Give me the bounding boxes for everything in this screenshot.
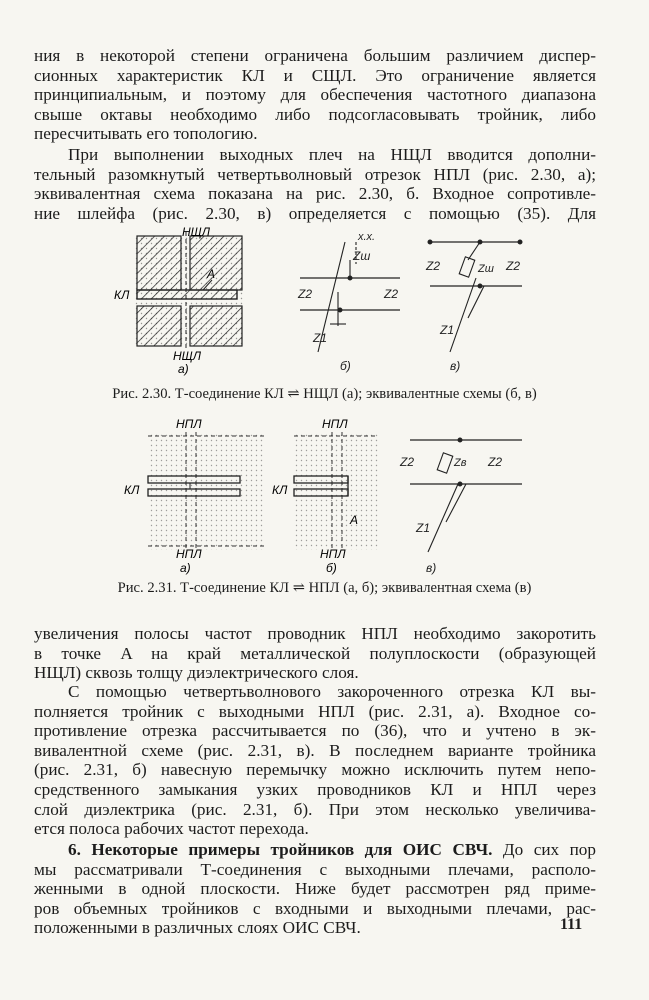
label-z2-left: Z2 — [298, 287, 313, 301]
text-line: ния в некоторой степени ограничена большим различием диспер- — [34, 46, 596, 65]
text-line: ров объемных тройников с входными и выходными плечами, рас- — [34, 898, 596, 918]
sublabel-v: в) — [426, 561, 437, 575]
sublabel-a: а) — [178, 362, 189, 376]
figure-2-30b-circuit — [297, 231, 400, 373]
text-line: ние шлейфа (рис. 2.30, в) определяется с помощью (35). Для — [34, 203, 596, 223]
figure-2-30-caption: Рис. 2.30. Т-соединение КЛ ⇌ НЩЛ (а); эквивалентные схемы (б, в) — [112, 386, 537, 402]
label-npl-bottom: НПЛ — [320, 547, 346, 561]
paragraph-section-6 — [34, 840, 596, 938]
label-z2-left: Z2 — [400, 455, 415, 469]
label-npl-top: НПЛ — [176, 417, 202, 431]
section-heading: 6. Некоторые примеры тройников для ОИС СВЧ. — [68, 840, 493, 859]
figure-2-30 — [0, 222, 649, 382]
paragraph-continuation — [34, 46, 596, 144]
text-line: (рис. 2.31, б) навесную перемычку можно исключить путем непо- — [34, 760, 596, 780]
text-line — [34, 840, 596, 860]
page-number: 111 — [560, 916, 583, 933]
text-line: в точке A на край металлической полуплоскости (образующей — [34, 643, 596, 663]
sublabel-a: а) — [180, 561, 191, 575]
heading-rest: До сих пор — [502, 840, 596, 859]
paragraph-output-arms — [34, 145, 596, 223]
text-line: вивалентной схеме (рис. 2.31, в). В последнем варианте тройника — [34, 740, 596, 760]
figure-2-31b-layout — [272, 417, 378, 575]
text-line: противление отрезка рассчитывается по (36), что и учтено в эк- — [34, 721, 596, 741]
text-line: принципиальным, и поэтому для обеспечения частотного диапазона — [34, 85, 596, 105]
label-nshl-bottom: НЩЛ — [173, 349, 201, 363]
figure-2-31 — [0, 414, 649, 578]
label-xx: х.х. — [358, 231, 376, 243]
label-kl: КЛ — [272, 483, 288, 497]
label-z1: Z1 — [313, 331, 328, 345]
label-npl-bottom: НПЛ — [176, 547, 202, 561]
figure-2-31a-layout — [124, 417, 264, 575]
label-z2-right: Z2 — [488, 455, 503, 469]
text-line: ется полоса рабочих частот перехода. — [34, 819, 309, 839]
label-kl: КЛ — [124, 483, 140, 497]
text-line: мы рассматривали Т-соединения с выходными плечами, располо- — [34, 859, 596, 879]
text-line: женными в одной плоскости. Ниже будет рассмотрен ряд приме- — [34, 879, 596, 899]
text-line: С помощью четвертьволнового закороченного отрезка КЛ вы- — [68, 682, 596, 701]
label-z2-left: Z2 — [426, 259, 441, 273]
text-line: средственного замыкания узких проводников КЛ и НПЛ через — [34, 779, 596, 799]
figure-2-31-caption: Рис. 2.31. Т-соединение КЛ ⇌ НПЛ (а, б); эквивалентная схема (в) — [117, 580, 532, 596]
label-z2-right: Z2 — [506, 259, 521, 273]
text-line: эквивалентная схема показана на рис. 2.30, б. Входное сопротивле- — [34, 184, 596, 204]
label-nshl-top: НЩЛ — [182, 225, 210, 239]
figure-2-31v-circuit — [399, 438, 522, 575]
text-line: При выполнении выходных плеч на НЩЛ вводится дополни- — [68, 145, 596, 164]
text-line: тельный разомкнутый четвертьволновый отрезок НПЛ (рис. 2.30, а); — [34, 164, 596, 184]
label-z1: Z1 — [416, 521, 431, 535]
sublabel-v: в) — [450, 359, 461, 373]
paragraph-quarter-wave — [34, 682, 596, 839]
label-zv: Zв — [454, 457, 467, 469]
label-point-a: A — [350, 513, 359, 527]
text-line: свыше октавы необходимо либо подсогласовывать тройник, либо — [34, 104, 596, 124]
text-line: увеличения полосы частот проводник НПЛ необходимо закоротить — [34, 624, 596, 643]
sublabel-b: б) — [326, 561, 337, 575]
label-z1: Z1 — [440, 323, 455, 337]
sublabel-b: б) — [340, 359, 351, 373]
figure-2-30a-layout — [114, 225, 245, 376]
label-kl: КЛ — [114, 288, 130, 302]
label-zsh: Zш — [353, 249, 371, 263]
label-point-a: A — [207, 267, 216, 281]
paragraph-bandwidth — [34, 624, 596, 683]
text-line: сионных характеристик КЛ и СЩЛ. Это ограничение является — [34, 65, 596, 85]
text-line: полняется тройник с выходными НПЛ (рис. 2.31, а). Входное со- — [34, 701, 596, 721]
text-line: слой диэлектрика (рис. 2.31, б). При этом несколько увеличива- — [34, 799, 596, 819]
text-line: НЩЛ) сквозь толщу диэлектрического слоя. — [34, 663, 359, 683]
text-line: пересчитывать его топологию. — [34, 124, 258, 144]
label-zsh: Zш — [478, 263, 494, 275]
text-line: положенными в различных слоях ОИС СВЧ. — [34, 918, 361, 938]
label-npl-top: НПЛ — [322, 417, 348, 431]
label-z2-right: Z2 — [384, 287, 399, 301]
figure-2-30v-circuit — [425, 240, 522, 373]
